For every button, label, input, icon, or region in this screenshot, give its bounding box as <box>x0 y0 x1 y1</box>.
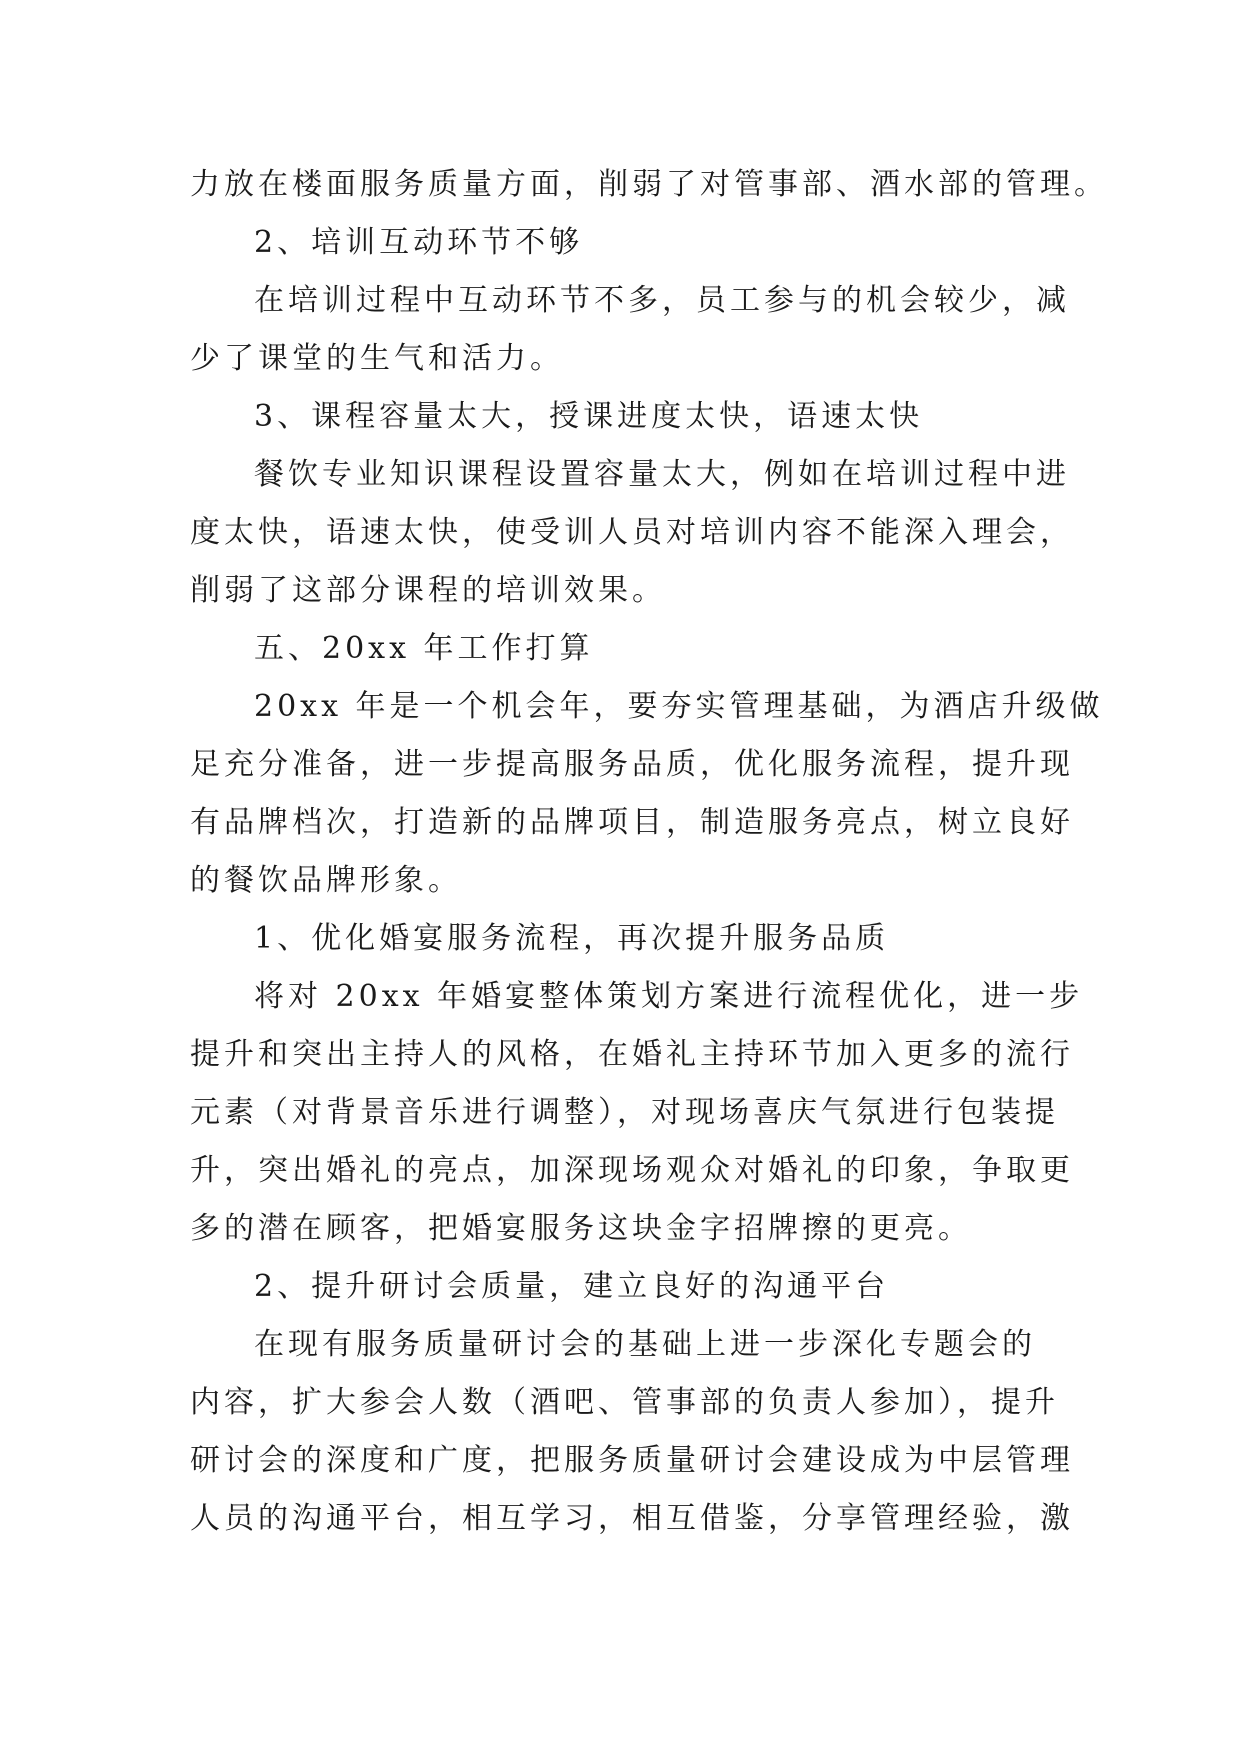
section-heading: 3、课程容量太大，授课进度太快，语速太快 <box>254 399 924 434</box>
text-line: 在现有服务质量研讨会的基础上进一步深化专题会的 <box>254 1327 1036 1362</box>
text-line: 少了课堂的生气和活力。 <box>190 341 564 376</box>
section-heading: 2、提升研讨会质量，建立良好的沟通平台 <box>254 1269 890 1304</box>
section-heading: 2、培训互动环节不够 <box>254 225 584 260</box>
text-line: 餐饮专业知识课程设置容量太大，例如在培训过程中进 <box>254 457 1070 492</box>
text-line: 有品牌档次，打造新的品牌项目，制造服务亮点，树立良好 <box>190 805 1074 840</box>
text-line: 内容，扩大参会人数（酒吧、管事部的负责人参加），提升 <box>190 1385 1059 1420</box>
text-line: 削弱了这部分课程的培训效果。 <box>190 573 666 608</box>
text-line: 多的潜在顾客，把婚宴服务这块金字招牌擦的更亮。 <box>190 1211 972 1246</box>
text-line: 足充分准备，进一步提高服务品质，优化服务流程，提升现 <box>190 747 1074 782</box>
text-line: 研讨会的深度和广度，把服务质量研讨会建设成为中层管理 <box>190 1443 1074 1478</box>
text-line: 度太快，语速太快，使受训人员对培训内容不能深入理会， <box>190 515 1074 550</box>
text-line: 提升和突出主持人的风格，在婚礼主持环节加入更多的流行 <box>190 1037 1074 1072</box>
document-body <box>190 156 1108 1548</box>
text-line: 力放在楼面服务质量方面，削弱了对管事部、酒水部的管理。 <box>190 167 1108 202</box>
section-heading: 1、优化婚宴服务流程，再次提升服务品质 <box>254 921 890 956</box>
text-line: 将对 20xx 年婚宴整体策划方案进行流程优化，进一步 <box>254 979 1084 1014</box>
text-line: 在培训过程中互动环节不多，员工参与的机会较少，减 <box>254 283 1070 318</box>
text-line: 20xx 年是一个机会年，要夯实管理基础，为酒店升级做 <box>254 689 1104 724</box>
text-line: 元素（对背景音乐进行调整），对现场喜庆气氛进行包装提 <box>190 1095 1059 1130</box>
text-line: 升，突出婚礼的亮点，加深现场观众对婚礼的印象，争取更 <box>190 1153 1074 1188</box>
text-line: 的餐饮品牌形象。 <box>190 863 462 898</box>
section-heading: 五、20xx 年工作打算 <box>254 631 594 666</box>
text-line: 人员的沟通平台，相互学习，相互借鉴，分享管理经验，激 <box>190 1501 1074 1536</box>
